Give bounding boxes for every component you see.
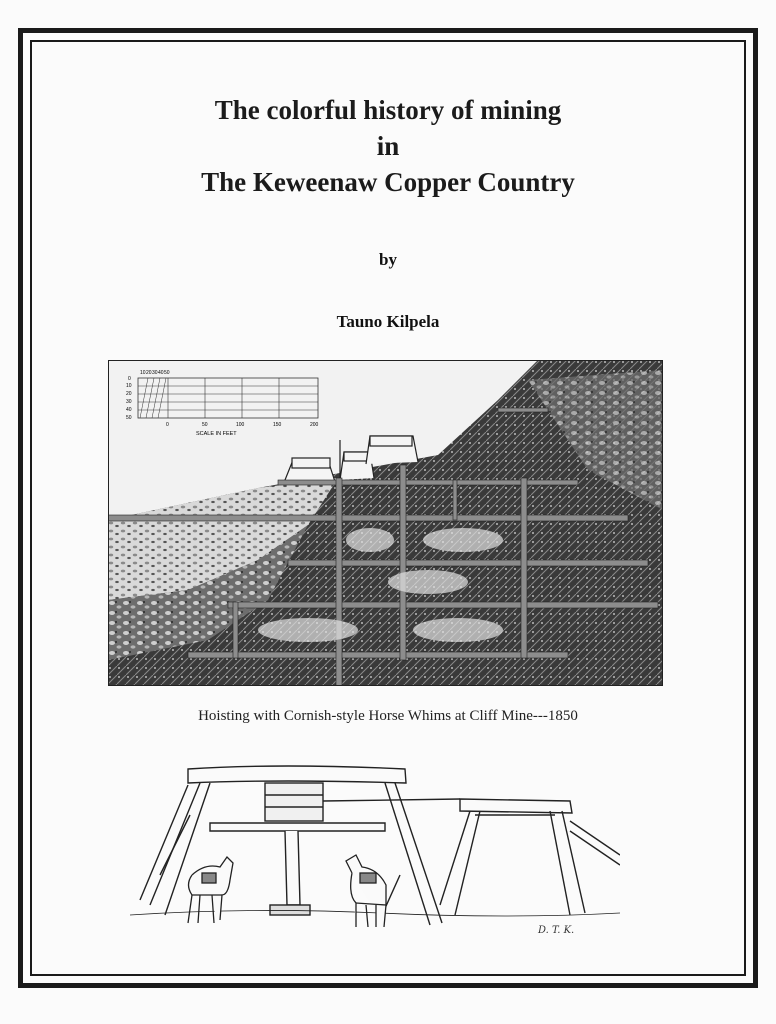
mine-cross-section-illustration	[108, 360, 663, 686]
scale-bottom-tick-0: 0	[166, 422, 169, 428]
scale-left-tick-2: 20	[126, 391, 132, 397]
scale-left-tick-3: 30	[126, 399, 132, 405]
scale-top-tick-2: 20	[146, 370, 152, 376]
scale-left-tick-5: 50	[126, 415, 132, 421]
scale-bottom-tick-1: 50	[202, 422, 208, 428]
scale-top-tick-4: 40	[158, 370, 164, 376]
scale-top-tick-1: 10	[140, 370, 146, 376]
scale-label: SCALE IN FEET	[196, 431, 237, 437]
scale-bottom-tick-3: 150	[273, 422, 282, 428]
illustration-caption: Hoisting with Cornish-style Horse Whims at Cliff Mine---1850	[198, 708, 578, 724]
title-line-2: in	[376, 131, 400, 161]
book-title	[0, 92, 776, 200]
scale-left-tick-0: 0	[128, 376, 131, 382]
scale-left-tick-4: 40	[126, 407, 132, 413]
scale-bottom-tick-4: 200	[310, 422, 319, 428]
scale-bottom-tick-2: 100	[236, 422, 245, 428]
scale-left-tick-1: 10	[126, 383, 132, 389]
artist-signature: D. T. K.	[538, 925, 575, 936]
title-line-1: The colorful history of mining	[214, 95, 562, 125]
by-line: by	[379, 250, 397, 269]
horse-left-icon	[188, 857, 233, 923]
author-name: Tauno Kilpela	[336, 312, 440, 331]
horse-right-icon	[346, 855, 386, 927]
scale-top-tick-3: 30	[152, 370, 158, 376]
scale-top-tick-5: 50	[164, 370, 170, 376]
horse-whim-sketch	[130, 755, 620, 945]
title-line-3: The Keweenaw Copper Country	[201, 167, 575, 197]
